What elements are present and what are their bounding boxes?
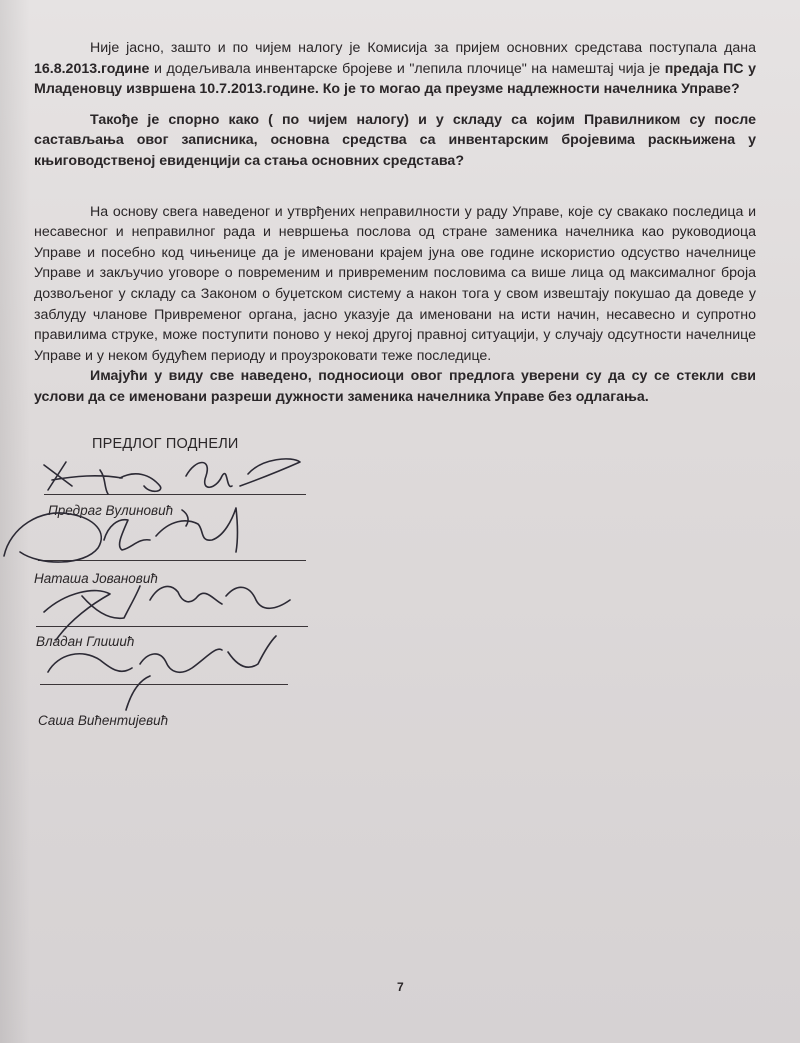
signature-2 [4,508,238,562]
paragraph-1-date: 16.8.2013.године [34,60,150,77]
paragraph-3: На основу свега наведеног и утврђених неправилности у раду Управе, које су свакако последица и несавесног и неправилног рада и невршења послова од стране заменика начелника као руководиоца Управе и посебно код чињенице да је именовани крајем јуна ове године искористио одсуство начелнице Управе и закључио уговоре о повременим и привременим пословима са више лица од максималног броја дозвољеног у складу са Законом о буџетском систему а након тога у свом извештају покушао да доведе у заблуду чланове Привременог органа, јасно указује да именовани на исти начин, несавесно и супротно правилима струке, може поступити поново у некој другој правној ситуацији, у случају одсутности начелнице Управе и у неком будућем периоду и проузроковати теже последице. [34,203,756,364]
signer-name-1: Предраг Вулиновић [48,503,174,518]
signature-1 [44,459,300,494]
signer-name-4: Саша Вићентијевић [38,713,169,728]
paragraph-1-text-start: Није јасно, зашто и по чијем налогу је Комисија за пријем основних средстава поступала дана [90,40,756,56]
signature-4 [48,636,276,710]
paragraph-1-text-end: предаја ПС у Младеновцу извршена 10.7.2013.године. Ко је то могао да преузме надлежности начелника Управе? [34,60,756,98]
signature-3 [44,586,290,640]
paragraph-1-text-mid: и додељивала инвентарске бројеве и "лепила плочице" на намештај чија је [149,60,665,77]
page-number: 7 [397,980,404,994]
paragraph-2: Такође је спорно како ( по чијем налогу) и у складу са којим Правилником су после састављања овог записника, основна средства са инвентарским бројевима раскњижена у књиговодственој евиденцији са стања основних средстава? [34,111,756,169]
paragraph-4: Имајући у виду све наведено, подносиоци овог предлога уверени су да су се стекли сви услови да се именовани разреши дужности заменика начелника Управе без одлагања. [34,368,756,405]
signer-name-2: Наташа Јовановић [34,571,158,586]
signer-name-3: Владан Глишић [36,634,135,649]
signature-block-title: ПРЕДЛОГ ПОДНЕЛИ [92,436,239,452]
